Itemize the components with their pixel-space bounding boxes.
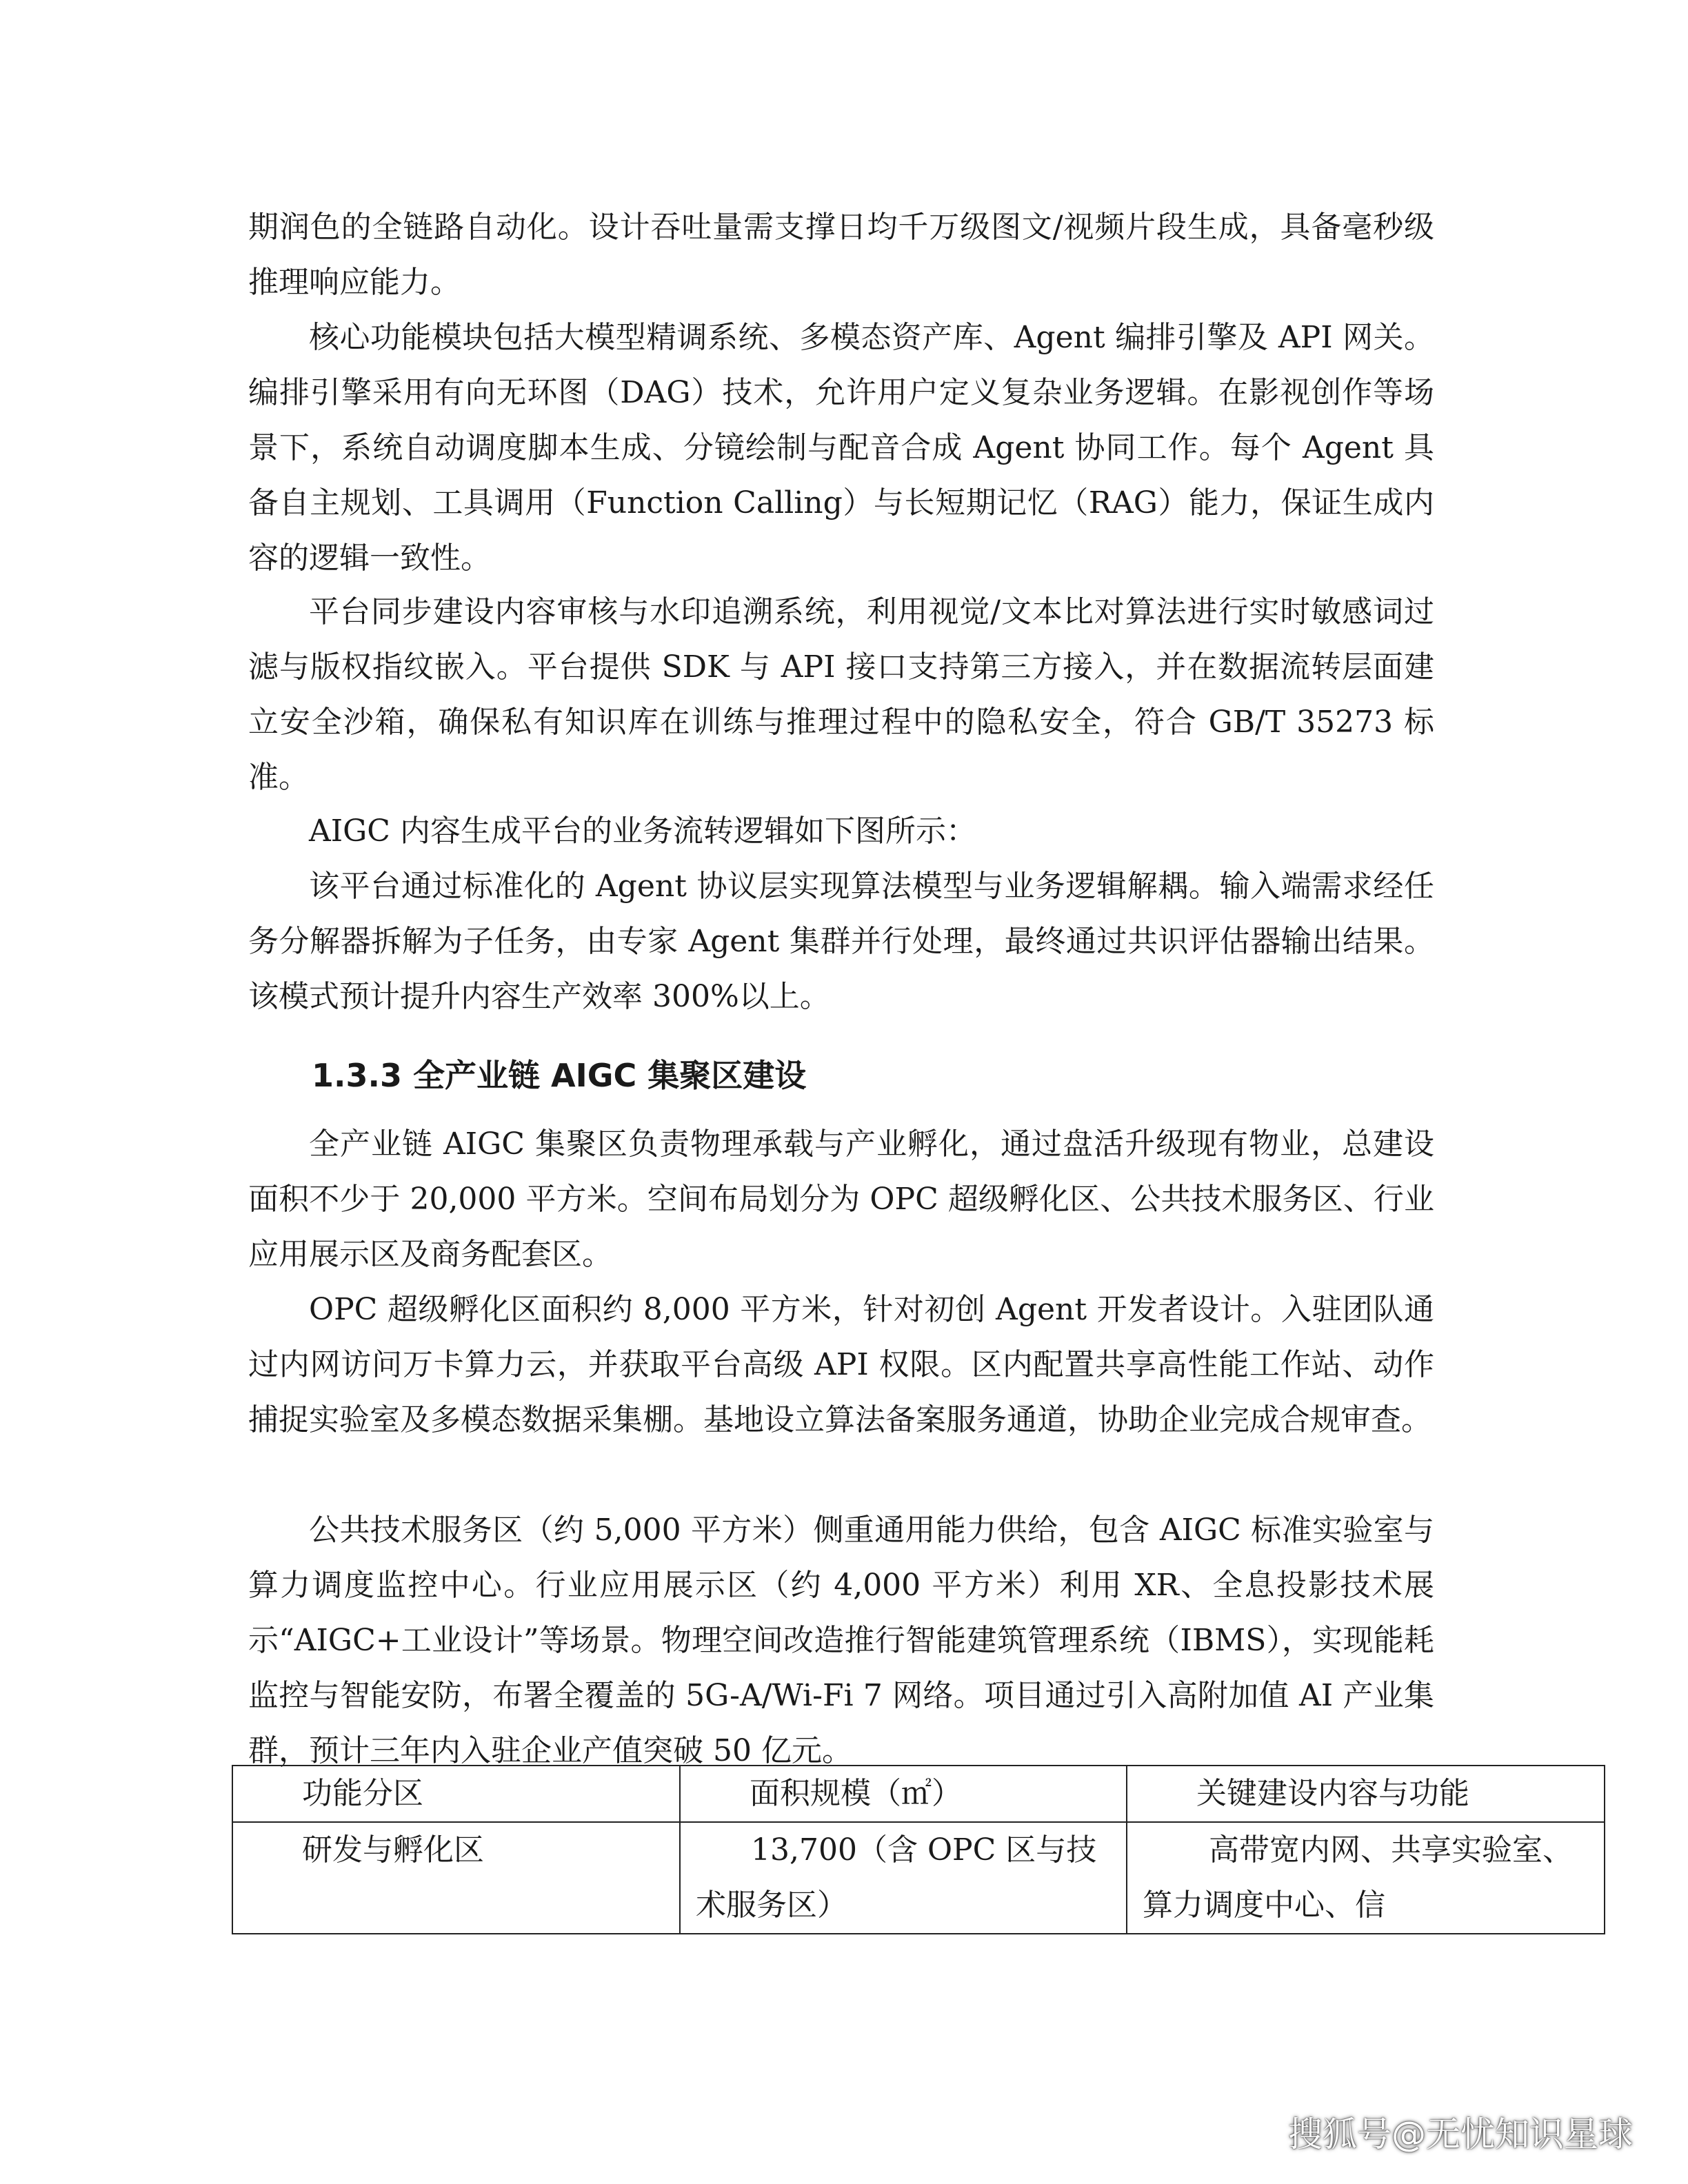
table-cell-content xyxy=(1127,1822,1605,1934)
paragraph-figure-intro: AIGC 内容生成平台的业务流转逻辑如下图所示： xyxy=(309,813,976,849)
section-heading: 1.3.3 全产业链 AIGC 集聚区建设 xyxy=(312,1057,807,1094)
paragraph-public-service-zone: 公共技术服务区（约 5,000 平方米）侧重通用能力供给，包含 AIGC 标准实验室与算力调度监控中心。行业应用展示区（约 4,000 平方米）利用 XR、全息投影技术展示“AIGC+工业设计”等场景。物理空间改造推行智能建筑管理系统（IBMS），实现能耗监控与智能安防，布署全覆盖的 5G-A/Wi-Fi 7 网络。项目通过引入高附加值 AI 产业集群，预计三年内入驻企业产值突破 50 亿元。 xyxy=(248,1513,1434,1768)
table-cell-zone xyxy=(232,1822,680,1934)
table-header-area: 面积规模（㎡） xyxy=(680,1766,1127,1822)
table-header-zone: 功能分区 xyxy=(232,1766,680,1822)
zone-table xyxy=(232,1765,1605,1934)
cell-text: 研发与孵化区 xyxy=(302,1832,484,1868)
paragraph-agent-protocol: 该平台通过标准化的 Agent 协议层实现算法模型与业务逻辑解耦。输入端需求经任务分解器拆解为子任务，由专家 Agent 集群并行处理，最终通过共识评估器输出结果。该模式预计提升内容生产效率 300%以上。 xyxy=(248,869,1434,1014)
watermark: 搜狐号@无忧知识星球 xyxy=(1288,2114,1633,2154)
paragraph-core-modules: 核心功能模块包括大模型精调系统、多模态资产库、Agent 编排引擎及 API 网关。编排引擎采用有向无环图（DAG）技术，允许用户定义复杂业务逻辑。在影视创作等场景下，系统自动调度脚本生成、分镜绘制与配音合成 Agent 协同工作。每个 Agent 具备自主规划、工具调用（Function Calling）与长短期记忆（RAG）能力，保证生成内容的逻辑一致性。 xyxy=(248,320,1434,576)
paragraph-continued: 期润色的全链路自动化。设计吞吐量需支撑日均千万级图文/视频片段生成，具备毫秒级推理响应能力。 xyxy=(248,210,1434,300)
paragraph-cluster-overview: 全产业链 AIGC 集聚区负责物理承载与产业孵化，通过盘活升级现有物业，总建设面积不少于 20,000 平方米。空间布局划分为 OPC 超级孵化区、公共技术服务区、行业应用展示区及商务配套区。 xyxy=(248,1126,1434,1272)
table-row xyxy=(232,1822,1605,1934)
table-header-content: 关键建设内容与功能 xyxy=(1127,1766,1605,1822)
cell-text: 高带宽内网、共享实验室、算力调度中心、信 xyxy=(1143,1832,1573,1923)
table-header-row xyxy=(232,1766,1605,1822)
paragraph-opc-zone: OPC 超级孵化区面积约 8,000 平方米，针对初创 Agent 开发者设计。入驻团队通过内网访问万卡算力云，并获取平台高级 API 权限。区内配置共享高性能工作站、动作捕捉实验室及多模态数据采集棚。基地设立算法备案服务通道，协助企业完成合规审查。 xyxy=(248,1292,1434,1437)
table-cell-area xyxy=(680,1822,1127,1934)
cell-text: 13,700（含 OPC 区与技术服务区） xyxy=(696,1832,1097,1923)
paragraph-content-review: 平台同步建设内容审核与水印追溯系统，利用视觉/文本比对算法进行实时敏感词过滤与版权指纹嵌入。平台提供 SDK 与 API 接口支持第三方接入，并在数据流转层面建立安全沙箱，确保私有知识库在训练与推理过程中的隐私安全，符合 GB/T 35273 标准。 xyxy=(248,594,1434,795)
